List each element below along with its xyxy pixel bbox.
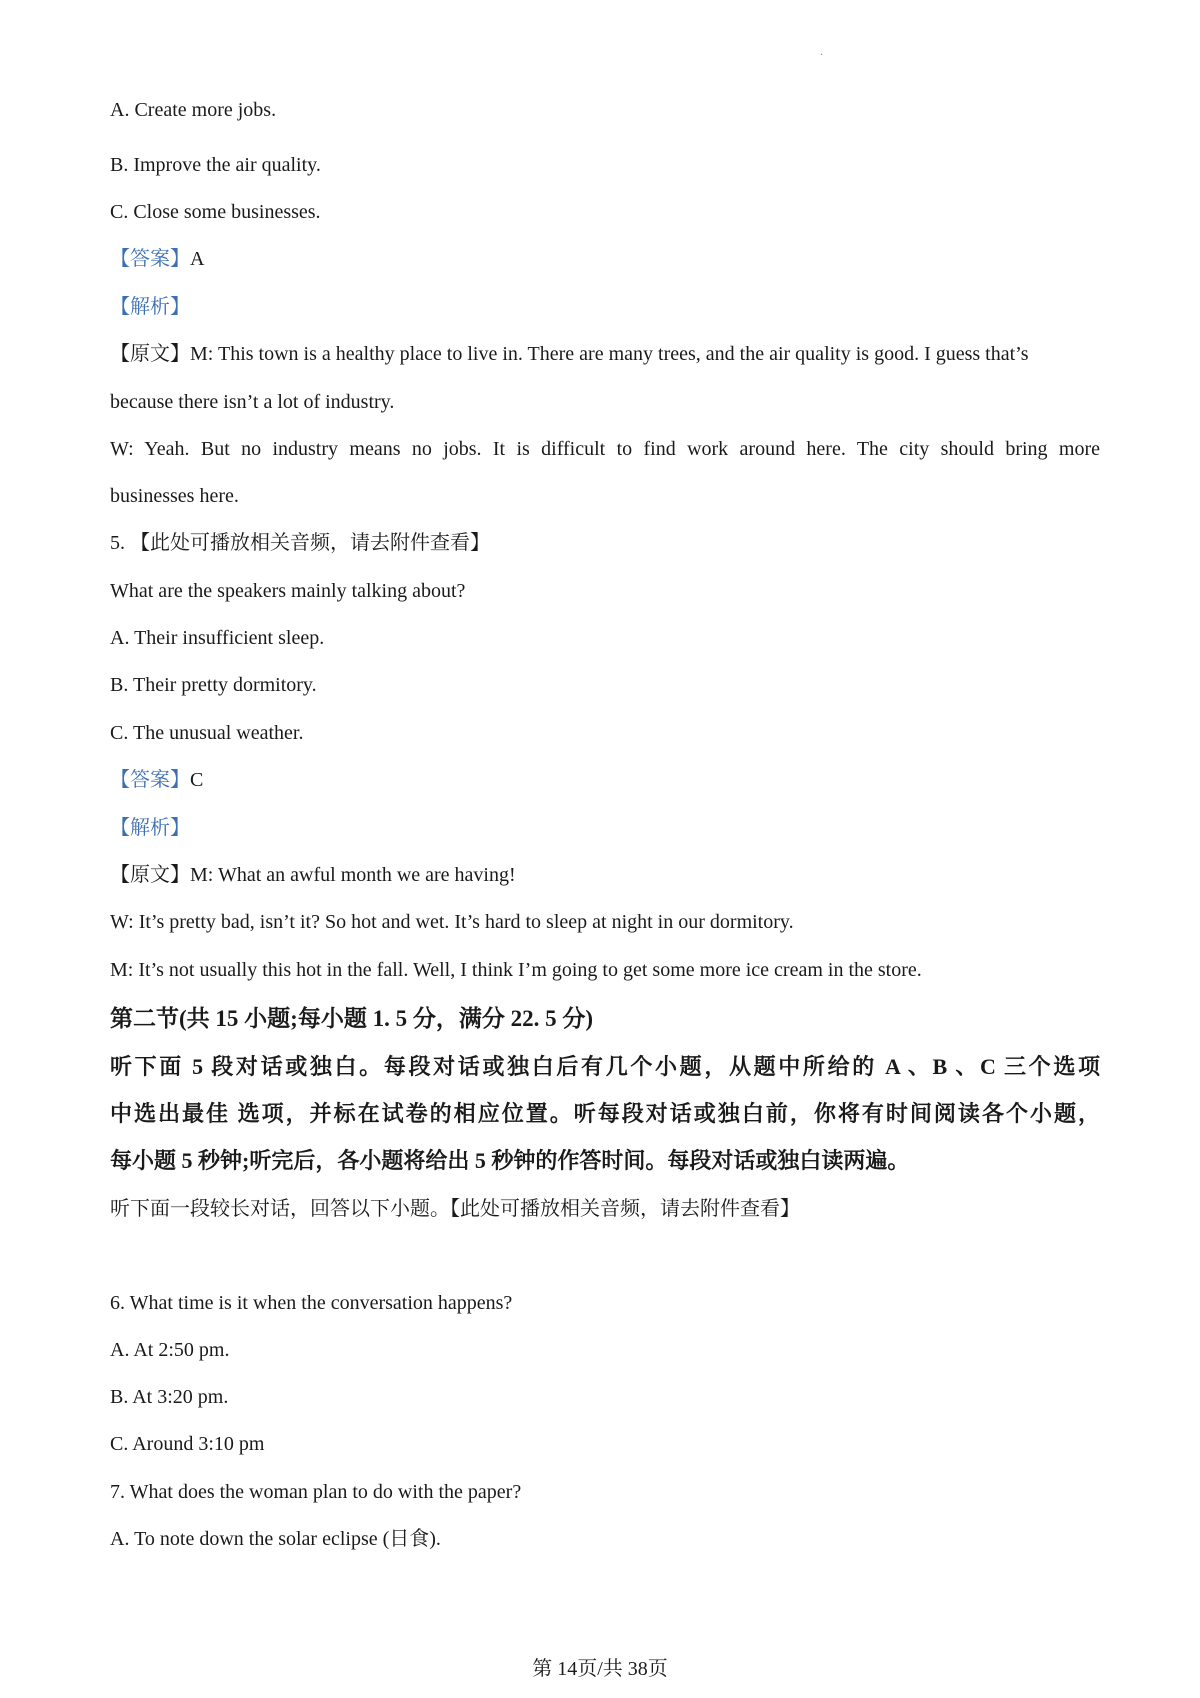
q4-option-c: C. Close some businesses.	[110, 201, 321, 223]
q5-header	[110, 530, 1100, 556]
q7-question: 7. What does the woman plan to do with the paper?	[110, 1481, 522, 1503]
answer-value: A	[190, 248, 205, 270]
section-heading: 第二节(共 15 小题;每小题 1. 5 分，满分 22. 5 分)	[110, 1006, 593, 1031]
answer-tag: 【答案】	[110, 769, 190, 791]
q5-option-c: C. The unusual weather.	[110, 722, 304, 744]
transcript-tag: 【原文】	[110, 864, 190, 886]
q5-transcript-line-3: M: It’s not usually this hot in the fall. Well, I think I’m going to get some more ice cream in the store.	[110, 959, 922, 981]
q6-option-c: C. Around 3:10 pm	[110, 1433, 265, 1455]
transcript-text: M: This town is a healthy place to live in. There are many trees, and the air quality is good. I guess that’s	[190, 343, 1029, 365]
section-intro: 听下面一段较长对话，回答以下小题。【此处可播放相关音频，请去附件查看】	[110, 1198, 800, 1220]
header-mark: .	[820, 44, 823, 58]
q5-answer	[110, 767, 1100, 793]
section-instructions-line-2: 中选出最佳 选项，并标在试卷的相应位置。听每段对话或独白前，你将有时间阅读各个小题，	[110, 1101, 1100, 1126]
q4-transcript-line-1	[110, 341, 1100, 367]
q4-analysis	[110, 294, 1100, 320]
analysis-tag: 【解析】	[110, 296, 190, 318]
q5-audio-note: 【此处可播放相关音频，请去附件查看】	[130, 532, 490, 554]
q4-transcript-line-4: businesses here.	[110, 485, 239, 507]
q5-question: What are the speakers mainly talking about?	[110, 580, 466, 602]
q5-option-a: A. Their insufficient sleep.	[110, 627, 325, 649]
q5-transcript-line-2: W: It’s pretty bad, isn’t it? So hot and wet. It’s hard to sleep at night in our dormitory.	[110, 911, 794, 933]
q4-answer	[110, 246, 1100, 272]
q4-transcript-line-2: because there isn’t a lot of industry.	[110, 391, 395, 413]
q6-option-b: B. At 3:20 pm.	[110, 1386, 229, 1408]
q5-transcript-line-1	[110, 862, 1100, 888]
q4-transcript-line-3: W: Yeah. But no industry means no jobs. It is difficult to find work around here. The city should bring more	[110, 438, 1100, 460]
section-instructions-line-1: 听下面 5 段对话或独白。每段对话或独白后有几个小题，从题中所给的 A 、B 、C 三个选项	[110, 1054, 1100, 1079]
transcript-text: M: What an awful month we are having!	[190, 864, 516, 886]
q5-option-b: B. Their pretty dormitory.	[110, 674, 317, 696]
page-number: 第 14页/共 38页	[532, 1658, 668, 1680]
q4-option-a: A. Create more jobs.	[110, 99, 277, 121]
q6-option-a: A. At 2:50 pm.	[110, 1339, 230, 1361]
q5-analysis	[110, 815, 1100, 841]
transcript-tag: 【原文】	[110, 343, 190, 365]
answer-tag: 【答案】	[110, 248, 190, 270]
answer-value: C	[190, 769, 204, 791]
q4-option-b: B. Improve the air quality.	[110, 154, 321, 176]
q6-question: 6. What time is it when the conversation happens?	[110, 1292, 513, 1314]
q5-number: 5.	[110, 532, 125, 554]
q7-option-a: A. To note down the solar eclipse (日食).	[110, 1528, 441, 1550]
section-instructions-line-3: 每小题 5 秒钟;听完后，各小题将给出 5 秒钟的作答时间。每段对话或独白读两遍。	[110, 1148, 910, 1173]
analysis-tag: 【解析】	[110, 817, 190, 839]
